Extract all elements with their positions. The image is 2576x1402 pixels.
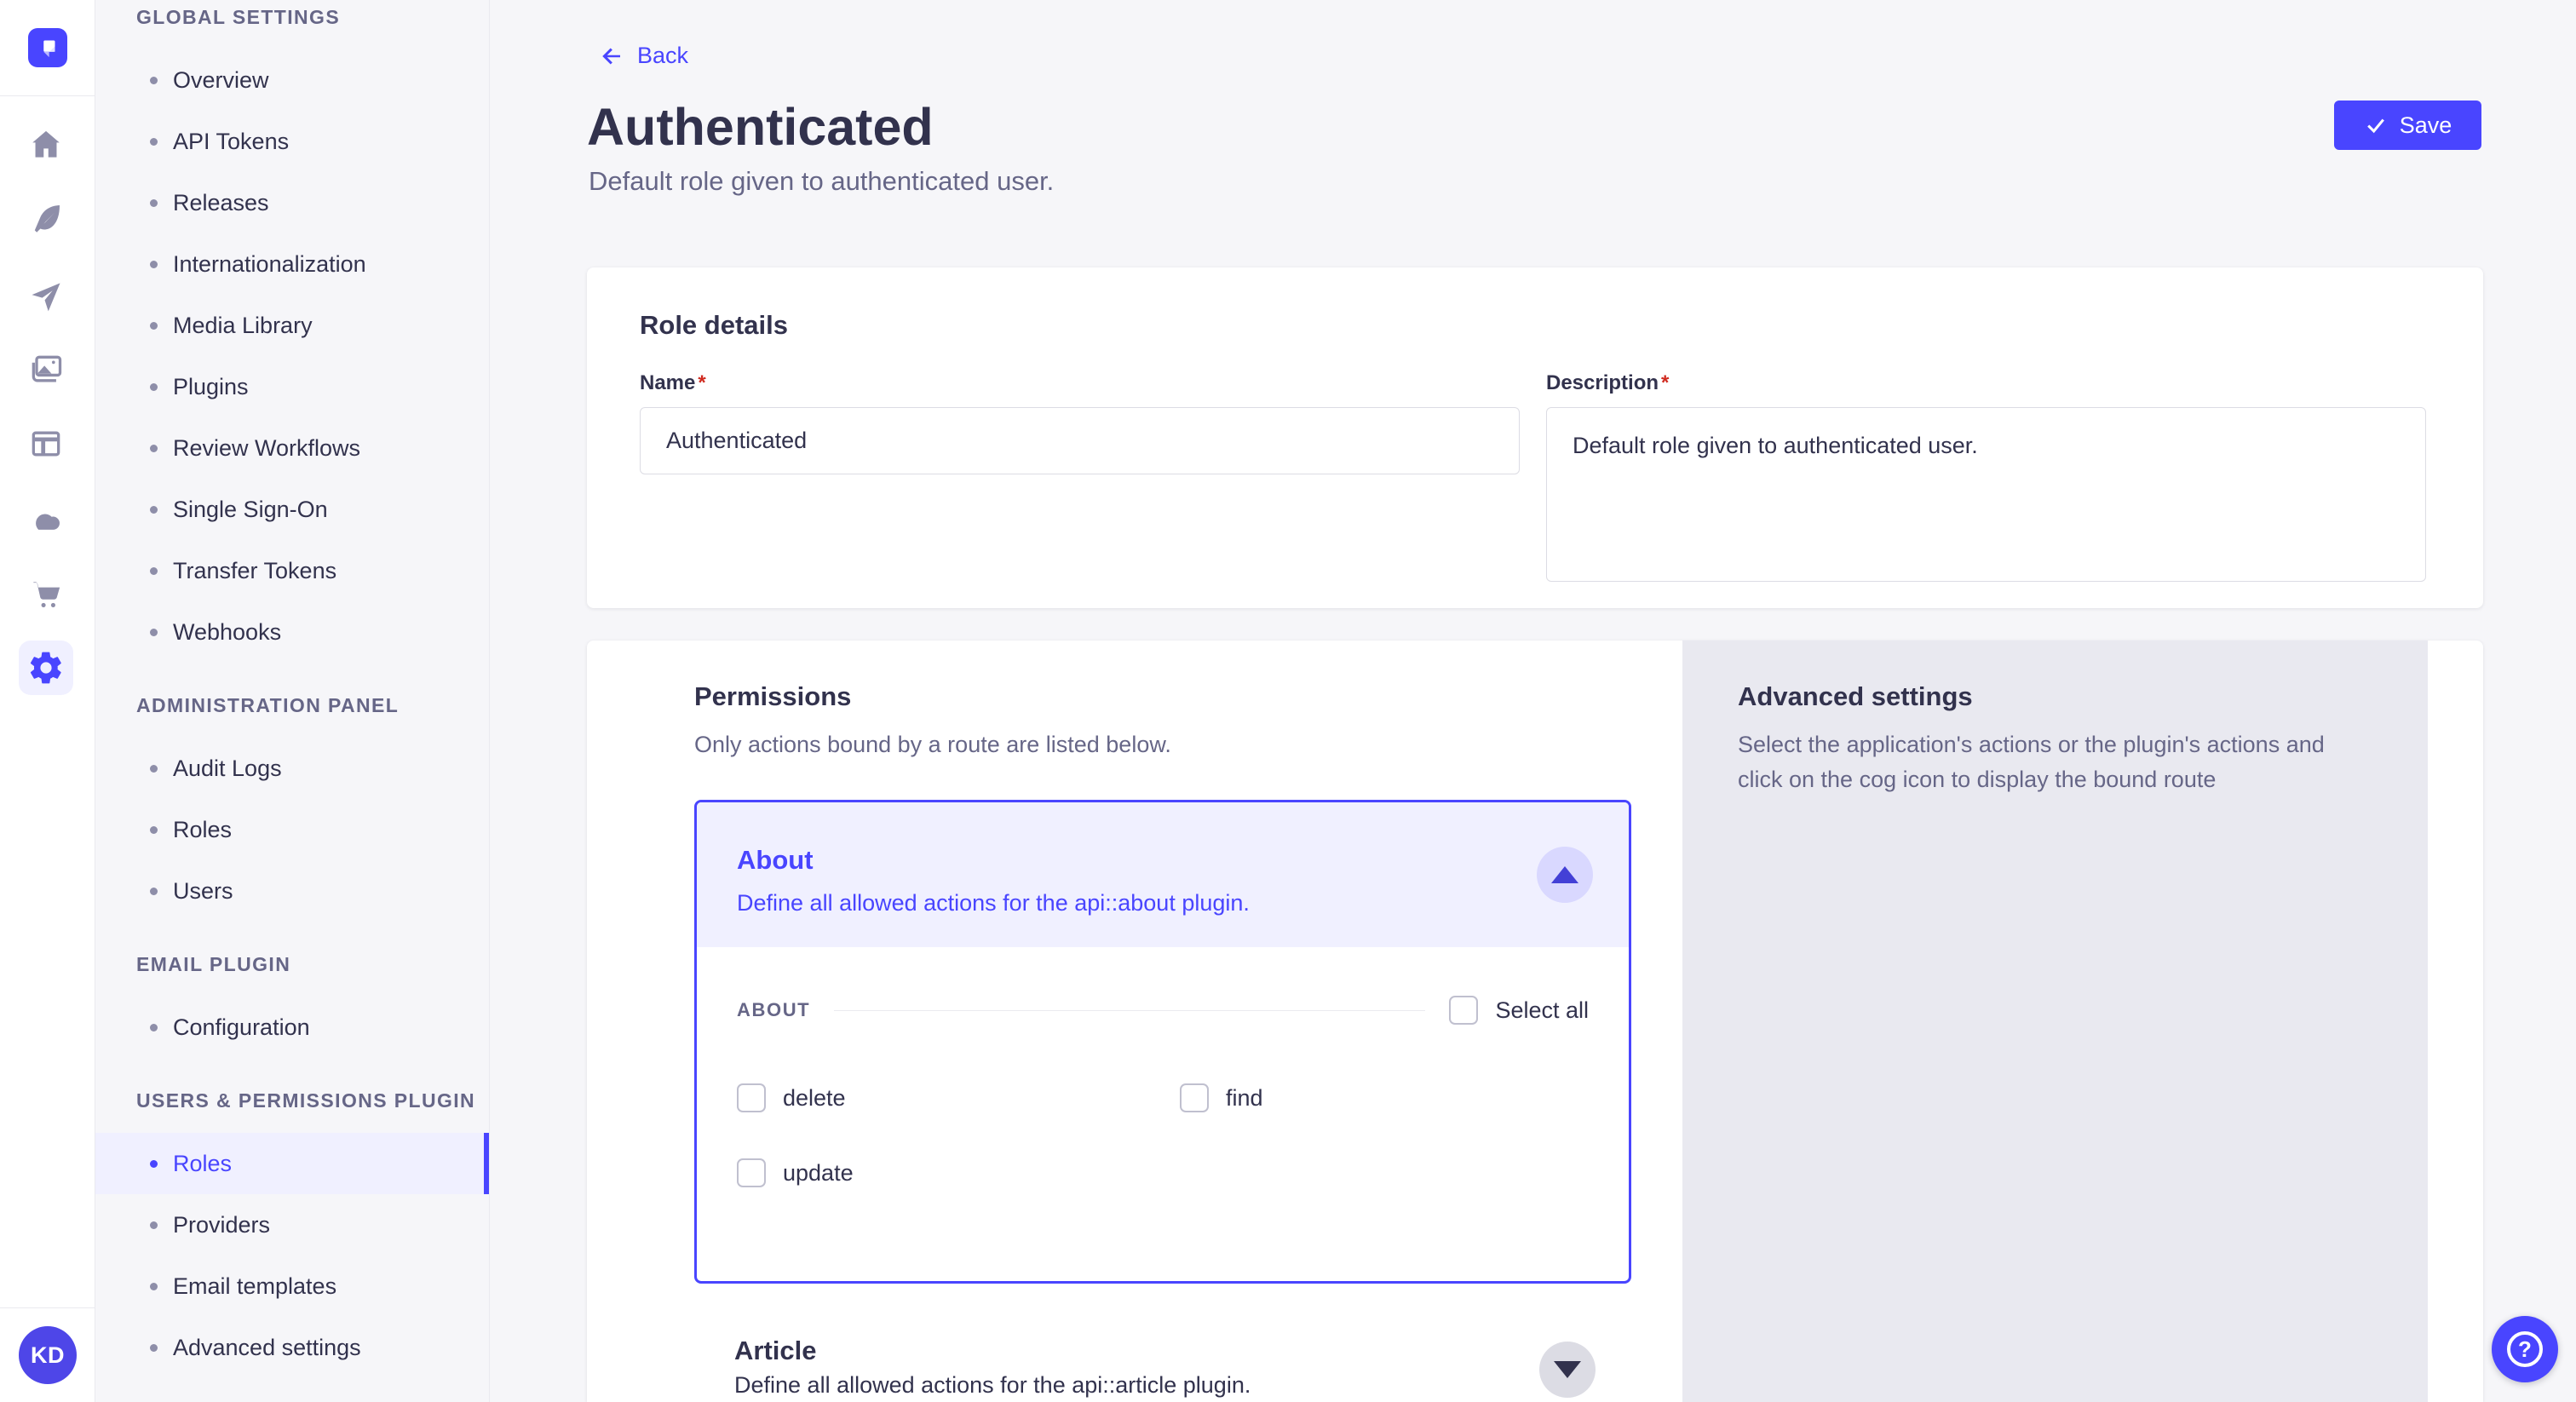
content-manager-feather-icon[interactable] <box>20 193 72 244</box>
subnav-item-label: Transfer Tokens <box>173 557 337 583</box>
required-asterisk: * <box>1661 371 1670 394</box>
about-title: About <box>737 845 814 875</box>
subnav-section-global <box>95 0 489 663</box>
subnav-item-label: Releases <box>173 189 269 215</box>
bullet-icon <box>150 383 158 391</box>
subnav-section-header: EMAIL PLUGIN <box>136 952 291 975</box>
bullet-icon <box>150 506 158 514</box>
description-textarea[interactable]: Default role given to authenticated user. <box>1546 407 2426 582</box>
subnav-item[interactable] <box>95 1317 489 1378</box>
icon-rail <box>0 0 95 1402</box>
subnav-item[interactable] <box>95 356 489 417</box>
subnav-item[interactable] <box>95 172 489 233</box>
subnav-item-label: Media Library <box>173 312 313 338</box>
subnav-item-label: Configuration <box>173 1014 310 1040</box>
action-label: delete <box>783 1084 846 1111</box>
subnav-item-label: Review Workflows <box>173 434 361 461</box>
collapse-button[interactable] <box>1537 847 1593 903</box>
subnav-item[interactable] <box>95 1255 489 1317</box>
arrow-left-icon <box>599 43 624 69</box>
action-checkbox[interactable] <box>737 1158 766 1187</box>
chevron-down-icon <box>1554 1361 1581 1378</box>
subnav-item[interactable] <box>95 1133 489 1194</box>
article-title: Article <box>734 1336 817 1365</box>
subnav-item-label: Audit Logs <box>173 755 282 781</box>
rail-footer <box>0 1307 95 1402</box>
cloud-icon[interactable] <box>20 494 72 545</box>
role-details-card <box>587 267 2483 608</box>
subnav-item[interactable] <box>95 1194 489 1255</box>
subnav-item[interactable] <box>95 738 489 799</box>
subnav-item[interactable] <box>95 997 489 1058</box>
subnav-item[interactable] <box>95 111 489 172</box>
subnav-item[interactable] <box>95 860 489 922</box>
settings-subnav <box>95 0 490 1402</box>
description-label: Description * <box>1546 371 1670 394</box>
subnav-item-label: Roles <box>173 816 233 842</box>
expand-button[interactable] <box>1539 1342 1596 1398</box>
about-group-label: ABOUT <box>737 999 811 1020</box>
strapi-logo-icon <box>35 35 60 60</box>
subnav-item[interactable] <box>95 540 489 601</box>
permission-action <box>1180 1083 1589 1112</box>
permissions-heading: Permissions <box>694 681 852 711</box>
advanced-settings-body: Select the application's actions or the plugin's actions and click on the cog icon to display the bound route <box>1738 732 2325 792</box>
subnav-item[interactable] <box>95 799 489 860</box>
about-accordion-header[interactable] <box>697 802 1629 947</box>
subnav-item[interactable] <box>95 601 489 663</box>
subnav-section-users-permissions <box>95 1083 489 1378</box>
subnav-item[interactable] <box>95 417 489 479</box>
logo-block <box>0 0 95 96</box>
subnav-section-email <box>95 947 489 1058</box>
settings-gear-icon[interactable] <box>19 641 73 695</box>
subnav-section-header: ADMINISTRATION PANEL <box>136 693 400 716</box>
action-label: find <box>1226 1084 1263 1111</box>
permissions-section-card <box>587 641 2483 1402</box>
action-checkbox[interactable] <box>737 1083 766 1112</box>
advanced-settings-title: Advanced settings <box>1738 681 1973 711</box>
chevron-up-icon <box>1551 866 1578 883</box>
subnav-item[interactable] <box>95 295 489 356</box>
bullet-icon <box>150 322 158 330</box>
divider-line <box>834 1010 1425 1011</box>
name-input[interactable]: Authenticated <box>640 407 1520 474</box>
send-plane-icon[interactable] <box>20 270 72 321</box>
subnav-item[interactable] <box>95 479 489 540</box>
user-avatar[interactable]: KD <box>19 1326 77 1384</box>
strapi-logo[interactable] <box>28 28 67 67</box>
bullet-icon <box>150 445 158 452</box>
about-accordion <box>694 800 1631 1284</box>
bullet-icon <box>150 1221 158 1229</box>
action-label: update <box>783 1159 854 1186</box>
subnav-item-label: API Tokens <box>173 128 290 154</box>
about-description: Define all allowed actions for the api::about plugin. <box>737 890 1250 916</box>
main-content <box>491 0 2576 1402</box>
back-link[interactable] <box>599 43 688 69</box>
permissions-column <box>587 641 1682 1402</box>
bullet-icon <box>150 765 158 773</box>
select-all-control <box>1449 996 1589 1025</box>
help-button[interactable] <box>2492 1316 2558 1382</box>
bullet-icon <box>150 1160 158 1168</box>
role-details-heading: Role details <box>640 310 788 340</box>
select-all-label: Select all <box>1495 997 1589 1023</box>
bullet-icon <box>150 199 158 207</box>
subnav-item[interactable] <box>95 49 489 111</box>
permission-action <box>737 1083 1180 1112</box>
subnav-item-label: Webhooks <box>173 618 282 645</box>
bullet-icon <box>150 1344 158 1352</box>
bullet-icon <box>150 888 158 895</box>
content-type-builder-icon[interactable] <box>20 418 72 469</box>
bullet-icon <box>150 826 158 834</box>
bullet-icon <box>150 567 158 575</box>
save-button-label: Save <box>2399 112 2452 138</box>
question-mark-icon: ? <box>2507 1331 2543 1367</box>
subnav-item-label: Users <box>173 877 233 904</box>
check-icon <box>2364 113 2388 137</box>
subnav-item-label: Advanced settings <box>173 1334 361 1360</box>
subnav-section-header: USERS & PERMISSIONS PLUGIN <box>136 1089 476 1112</box>
required-asterisk: * <box>698 371 706 394</box>
subnav-section-admin <box>95 688 489 922</box>
name-label: Name * <box>640 371 706 394</box>
subnav-item-label: Internationalization <box>173 250 366 277</box>
bullet-icon <box>150 261 158 268</box>
marketplace-cart-icon[interactable] <box>20 568 72 619</box>
bullet-icon <box>150 629 158 636</box>
save-button[interactable] <box>2334 101 2481 150</box>
article-description: Define all allowed actions for the api::article plugin. <box>734 1372 1251 1398</box>
subnav-section-header: GLOBAL SETTINGS <box>136 5 341 28</box>
bullet-icon <box>150 1283 158 1290</box>
home-icon[interactable] <box>20 119 72 170</box>
page-title: Authenticated <box>587 98 934 156</box>
subnav-item-label: Email templates <box>173 1273 337 1299</box>
advanced-settings-panel <box>1682 641 2428 1402</box>
bullet-icon <box>150 77 158 84</box>
subnav-item-label: Plugins <box>173 373 249 399</box>
select-all-checkbox[interactable] <box>1449 996 1478 1025</box>
about-accordion-body <box>697 947 1629 1187</box>
bullet-icon <box>150 1024 158 1031</box>
action-checkbox[interactable] <box>1180 1083 1209 1112</box>
media-library-icon[interactable] <box>20 344 72 395</box>
about-group-row <box>737 993 1589 1027</box>
page-subtitle: Default role given to authenticated user. <box>589 166 1055 196</box>
subnav-item[interactable] <box>95 233 489 295</box>
back-label: Back <box>637 43 689 68</box>
subnav-item-label: Overview <box>173 66 269 93</box>
subnav-item-label: Single Sign-On <box>173 496 328 522</box>
permissions-subheading: Only actions bound by a route are listed below. <box>694 732 1171 757</box>
permission-action <box>737 1158 1180 1187</box>
subnav-item-label: Providers <box>173 1211 271 1238</box>
bullet-icon <box>150 138 158 146</box>
subnav-item-label: Roles <box>173 1150 233 1176</box>
